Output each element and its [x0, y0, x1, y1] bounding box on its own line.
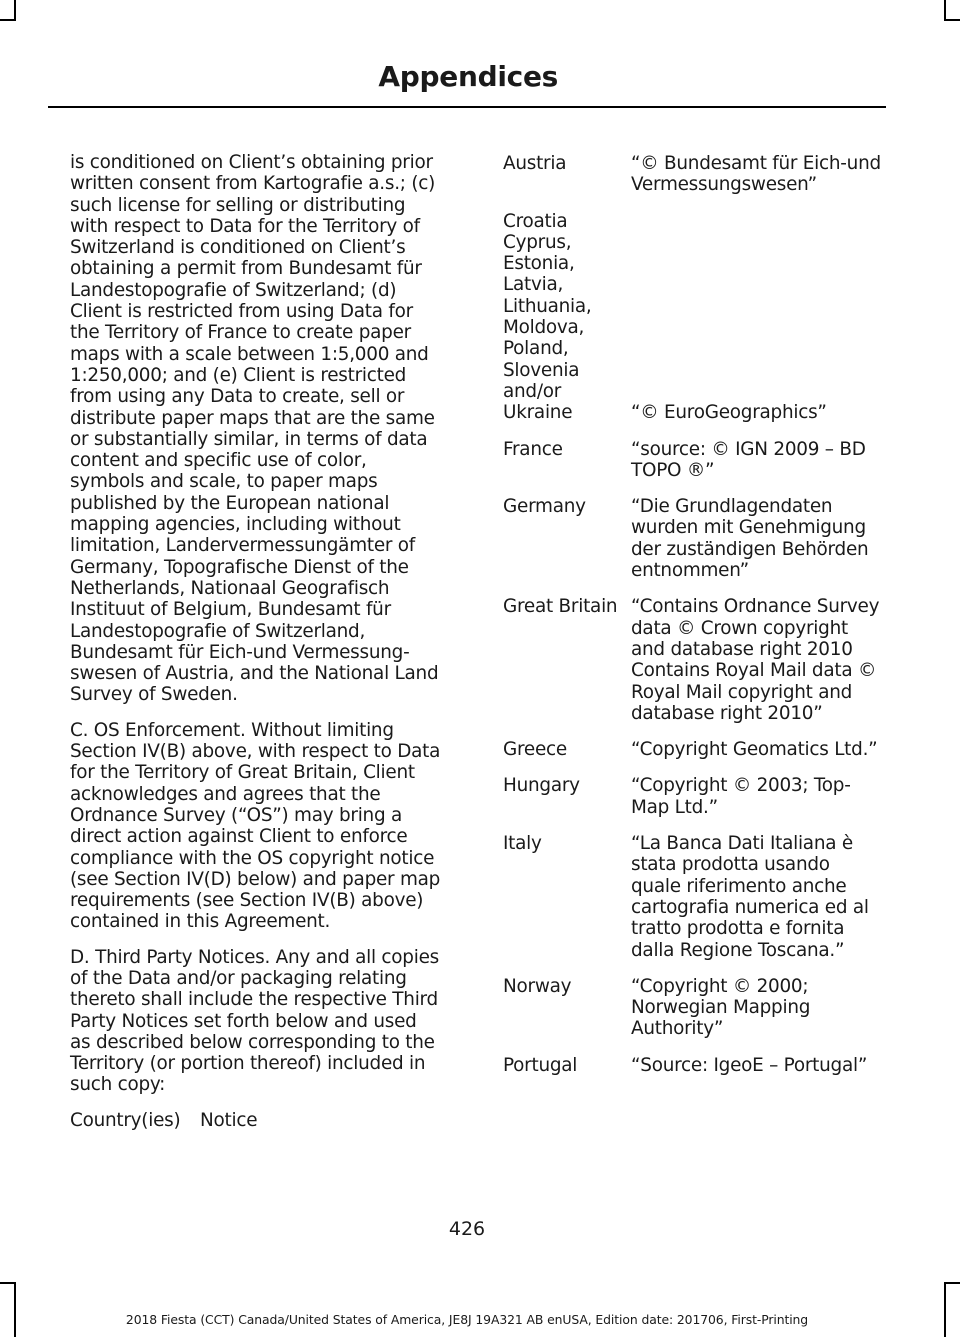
- crop-mark: [14, 0, 16, 20]
- notices-table: [503, 153, 883, 1091]
- country-line: Ukraine: [503, 402, 573, 424]
- country-cell: Greece: [503, 739, 567, 761]
- notice-cell: “source: © IGN 2009 – BD TOPO ®”: [631, 438, 866, 481]
- crop-mark: [944, 19, 960, 21]
- table-row: [503, 1055, 883, 1076]
- country-line: Cyprus,: [503, 231, 572, 253]
- footer-text: 2018 Fiesta (CCT) Canada/United States of America, JE8J 19A321 AB enUSA, Edition date: 201706, First-Printing: [125, 1312, 809, 1327]
- left-column: [70, 152, 442, 1131]
- country-column-header: Country(ies): [70, 1109, 181, 1131]
- notice-cell: “Copyright © 2003; Top-Map Ltd.”: [631, 775, 851, 818]
- notice-cell: “Source: IgeoE – Portugal”: [631, 1054, 868, 1076]
- page-title: Appendices: [378, 60, 558, 93]
- crop-mark: [944, 1282, 946, 1337]
- table-row: [503, 153, 883, 196]
- notice-cell: “Contains Ordnance Survey data © Crown copyright and database right 2010 Contains Royal Mail data © Royal Mail copyright and database right 2010”: [631, 596, 880, 724]
- page-number: 426: [448, 1218, 486, 1240]
- country-line: Latvia,: [503, 274, 564, 296]
- notice-cell: “Copyright © 2000; Norwegian Mapping Authority”: [631, 975, 811, 1040]
- country-cell: [503, 211, 631, 424]
- paragraph: D. Third Party Notices. Any and all copies of the Data and/or packaging relating thereto shall include the respective Third Party Notices set forth below and used as described below corresponding to the Territory (or portion thereof) included in such copy:: [70, 946, 439, 1096]
- country-cell: Norway: [503, 975, 572, 997]
- paragraph: C. OS Enforcement. Without limiting Section IV(B) above, with respect to Data for the Territory of Great Britain, Client acknowledges and agrees that the Ordnance Survey (“OS”) may bring a direct action against Client to enforce compliance with the OS copyright notice (see Section IV(D) below) and paper map requirements (see Section IV(B) above) contained in this Agreement.: [70, 719, 441, 933]
- table-row: [503, 596, 883, 724]
- notice-cell: “Copyright Geomatics Ltd.”: [631, 739, 878, 761]
- country-line: Moldova,: [503, 317, 585, 339]
- notice-cell: “La Banca Dati Italiana è stata prodotta usando quale riferimento anche cartografia numerica ed al tratto prodotta e fornita dalla Regione Toscana.”: [631, 833, 869, 961]
- notice-column-header: Notice: [200, 1109, 258, 1131]
- crop-mark: [0, 19, 16, 21]
- notice-cell: “© EuroGeographics”: [631, 402, 827, 424]
- crop-mark: [944, 1282, 960, 1284]
- table-row: [503, 775, 883, 818]
- country-cell: France: [503, 438, 563, 460]
- country-cell: Austria: [503, 153, 567, 174]
- country-line: and/or: [503, 380, 562, 402]
- country-cell: Hungary: [503, 775, 580, 797]
- table-row: [503, 439, 883, 482]
- table-row: [503, 496, 883, 581]
- country-cell: Germany: [503, 496, 586, 518]
- crop-mark: [14, 1282, 16, 1337]
- country-cell: Great Britain: [503, 596, 618, 618]
- table-row: [503, 211, 883, 424]
- notice-cell: “Die Grundlagendaten wurden mit Genehmigung der zuständigen Behörden entnommen”: [631, 496, 869, 582]
- country-line: Estonia,: [503, 253, 575, 275]
- crop-mark: [944, 0, 946, 20]
- table-row: [503, 833, 883, 961]
- table-row: [503, 976, 883, 1040]
- notices-table-header: [70, 1110, 442, 1131]
- crop-mark: [0, 1282, 16, 1284]
- country-line: Slovenia: [503, 359, 580, 381]
- country-line: Lithuania,: [503, 295, 592, 317]
- country-cell: Portugal: [503, 1054, 578, 1076]
- country-line: Croatia: [503, 210, 568, 232]
- paragraph: is conditioned on Client’s obtaining prior written consent from Kartografie a.s.; (c) such license for selling or distributing with respect to Data for the Territory of Switzerland is conditioned on Client’s obtaining a permit from Bundesamt für Landestopografie of Switzerland; (d) Client is restricted from using Data for the Territory of France to create paper maps with a scale between 1:5,000 and 1:250,000; and (e) Client is restricted from using any Data to create, sell or distribute paper maps that are the same or substantially similar, in terms of data content and specific use of color, symbols and scale, to paper maps published by the European national mapping agencies, including without limitation, Landervermessungämter of Germany, Topografische Dienst of the Netherlands, Nationaal Geografisch Instituut of Belgium, Bundesamt für Landestopografie of Switzerland, Bundesamt für Eich-und Vermessung-swesen of Austria, and the National Land Survey of Sweden.: [70, 152, 439, 706]
- table-row: [503, 739, 883, 760]
- header-divider: [48, 106, 886, 108]
- notice-cell: “© Bundesamt für Eich-und Vermessungswesen”: [631, 153, 881, 196]
- country-cell: Italy: [503, 833, 542, 855]
- country-line: Poland,: [503, 338, 569, 360]
